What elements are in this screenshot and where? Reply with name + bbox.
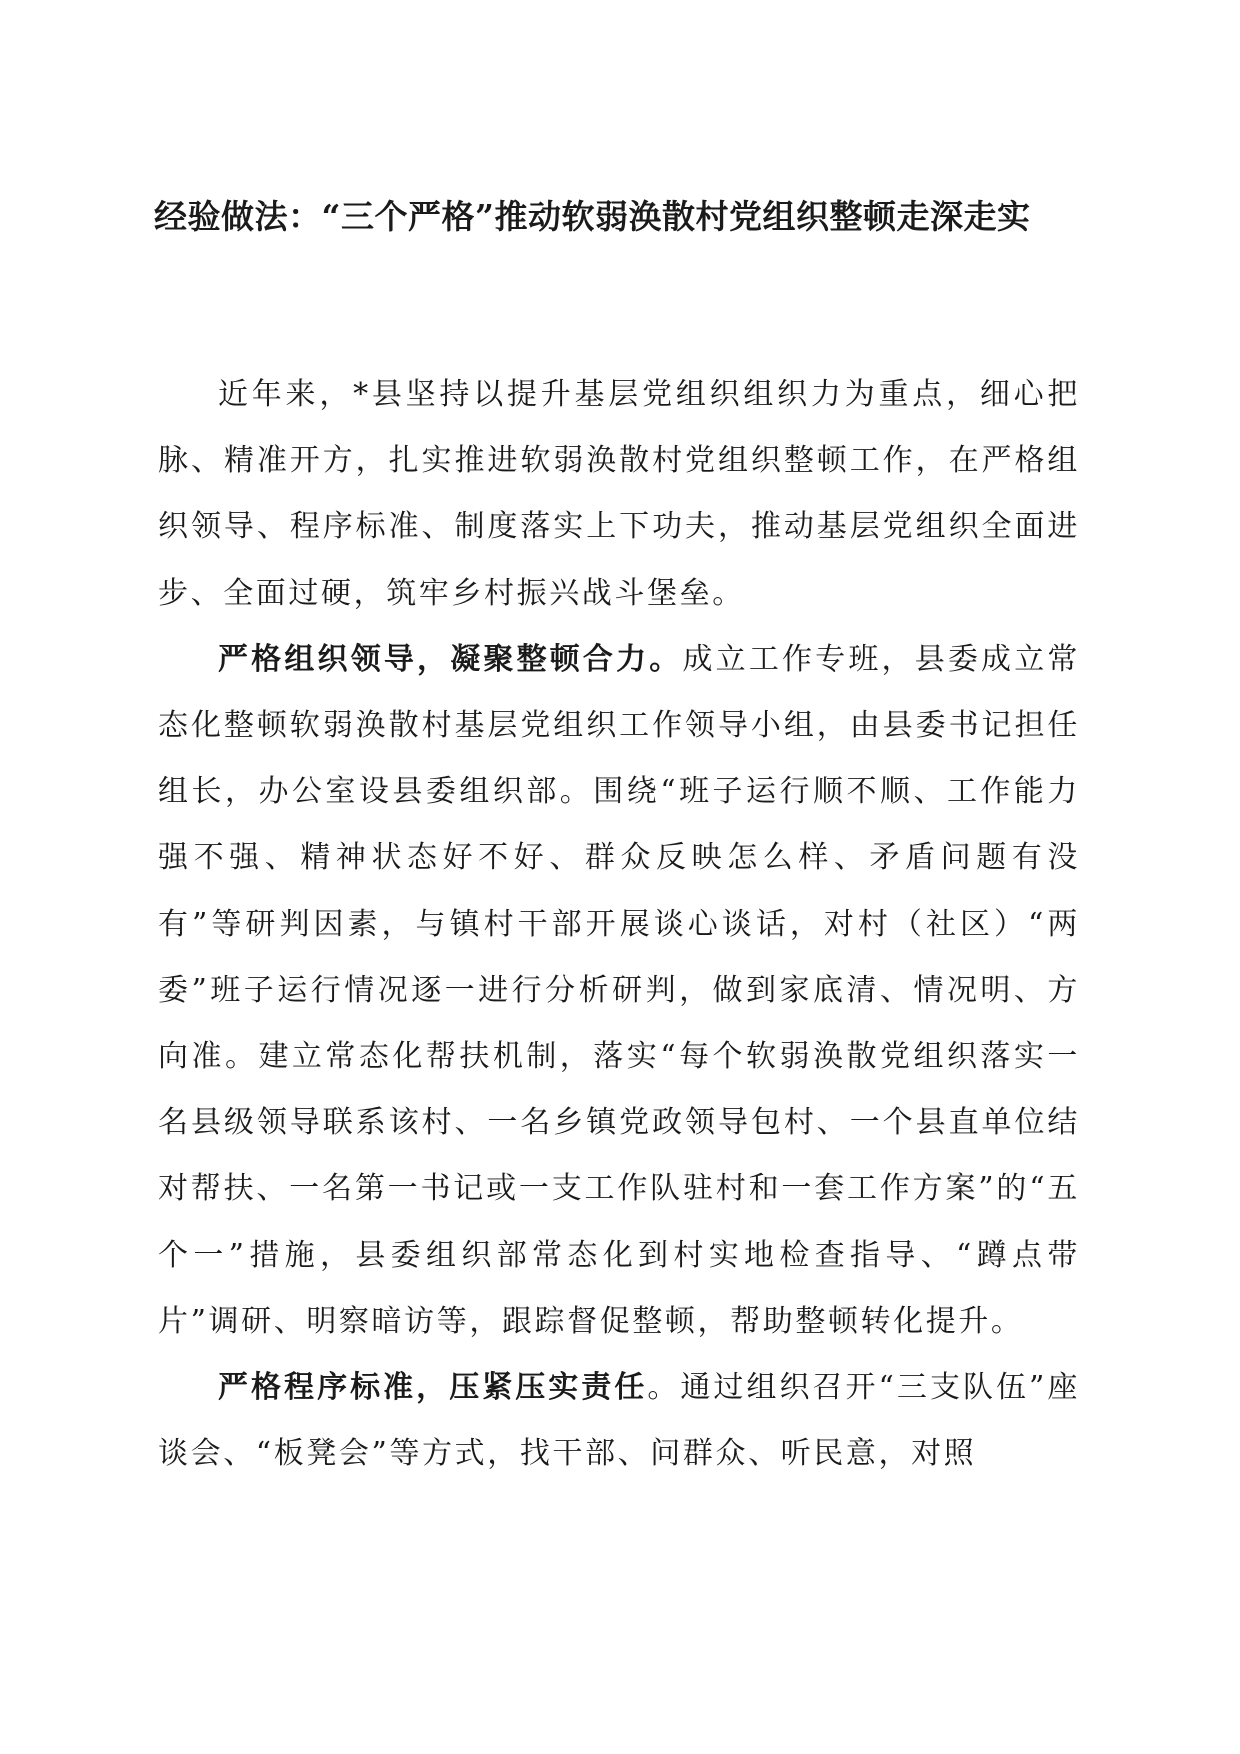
paragraph-text: 近年来，*县坚持以提升基层党组织组织力为重点，细心把脉、精准开方，扎实推进软弱涣散村党组织整顿工作，在严格组织领导、程序标准、制度落实上下功夫，推动基层党组织全面进步、全面过硬，筑牢乡村振兴战斗堡垒。 xyxy=(158,377,1080,611)
document-body xyxy=(158,362,1080,1487)
document-title: 经验做法：“三个严格”推动软弱涣散村党组织整顿走深走实 xyxy=(154,197,1031,236)
paragraph-text: 。通过组织召开“三支队伍”座谈会、“板凳会”等方式，找干部、问群众、听民意，对照 xyxy=(158,1370,1080,1472)
paragraph-intro xyxy=(158,362,1080,627)
paragraph-text: 成立工作专班，县委成立常态化整顿软弱涣散村基层党组织工作领导小组，由县委书记担任组长，办公室设县委组织部。围绕“班子运行顺不顺、工作能力强不强、精神状态好不好、群众反映怎么样、矛盾问题有没有”等研判因素，与镇村干部开展谈心谈话，对村（社区）“两委”班子运行情况逐一进行分析研判，做到家底清、情况明、方向准。建立常态化帮扶机制，落实“每个软弱涣散党组织落实一名县级领导联系该村、一名乡镇党政领导包村、一个县直单位结对帮扶、一名第一书记或一支工作队驻村和一套工作方案”的“五个一”措施，县委组织部常态化到村实地检查指导、“蹲点带片”调研、明察暗访等，跟踪督促整顿，帮助整顿转化提升。 xyxy=(158,641,1081,1339)
paragraph-lead: 严格组织领导，凝聚整顿合力。 xyxy=(218,641,683,677)
paragraph-organization-leadership xyxy=(158,627,1080,1355)
paragraph-procedure-standards xyxy=(158,1355,1080,1487)
paragraph-lead: 严格程序标准，压紧压实责任 xyxy=(218,1370,648,1406)
